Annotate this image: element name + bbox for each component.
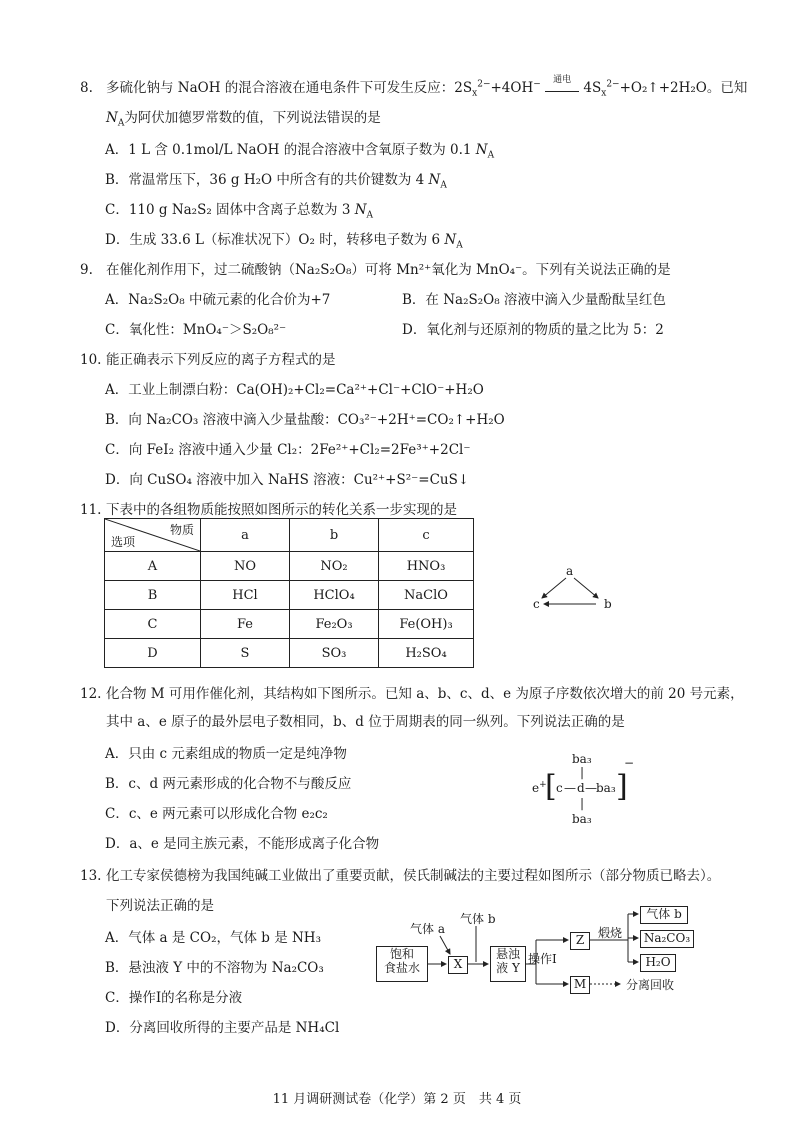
q8-stem-line2-text: 为阿伏加德罗常数的值，下列说法错误的是 xyxy=(124,110,381,126)
struct-ba3-top: ba₃ xyxy=(572,752,592,766)
bracket-right: ] xyxy=(616,769,628,804)
flow-recover-label: 分离回收 xyxy=(626,978,675,992)
table-cell: S xyxy=(201,639,290,668)
q13-stem-text: 化工专家侯德榜为我国纯碱工业做出了重要贡献，侯氏制碱法的主要过程如图所示（部分物质已略去）。 xyxy=(106,868,721,884)
q9-stem-text: 在催化剂作用下，过二硫酸钠（Na₂S₂O₈）可将 Mn²⁺氧化为 MnO₄⁻。下列有关说法正确的是 xyxy=(106,262,671,278)
question-number: 13. xyxy=(80,868,102,884)
q13-option-d: D．分离回收所得的主要产品是 NH₄Cl xyxy=(105,1020,340,1036)
flow-box-m: M xyxy=(570,976,590,994)
q8-eq-end: +O₂↑+2H₂O。已知 xyxy=(619,80,748,96)
flow-calcine-label: 煅烧 xyxy=(598,926,623,940)
q9-option-d: D．氧化剂与还原剂的物质的量之比为 5：2 xyxy=(402,322,664,338)
q12-stem-line2: 其中 a、e 原子的最外层电子数相同，b、d 位于周期表的同一纵列。下列说法正确的是 xyxy=(106,714,625,730)
bracket-left: [ xyxy=(545,769,557,804)
question-number: 12. xyxy=(80,686,102,702)
q13-flowchart xyxy=(372,900,702,1000)
header-cell: c xyxy=(379,519,474,552)
table-cell: NO xyxy=(201,552,290,581)
q8-option-b: B．常温常压下，36 g H₂O 中所含有的共价键数为 4 $N_A$ xyxy=(105,172,447,191)
q10-option-b: B．向 Na₂CO₃ 溶液中滴入少量盐酸：CO₃²⁻+2H⁺=CO₂↑+H₂O xyxy=(105,412,505,428)
question-number: 8. xyxy=(80,80,93,96)
bond: — xyxy=(585,781,597,795)
struct-c: c xyxy=(556,781,563,795)
q8-stem-line2: $N_A$为阿伏加德罗常数的值，下列说法错误的是 xyxy=(106,110,381,129)
q12-stem-text: 化合物 M 可用作催化剂，其结构如下图所示。已知 a、b、c、d、e 为原子序数依次增大的前 20 号元素， xyxy=(106,686,744,702)
q9-option-c: C．氧化性：MnO₄⁻＞S₂O₈²⁻ xyxy=(105,322,287,338)
table-cell: NO₂ xyxy=(290,552,379,581)
question-number: 11. xyxy=(80,502,102,518)
table-cell: C xyxy=(105,610,201,639)
q13-option-b: B．悬浊液 Y 中的不溶物为 Na₂CO₃ xyxy=(105,960,324,976)
bond-vertical: | xyxy=(580,796,585,810)
q12-structure xyxy=(532,752,635,834)
table-cell: B xyxy=(105,581,201,610)
q13-stem-line2: 下列说法正确的是 xyxy=(106,898,214,914)
q12-option-d: D．a、e 是同主族元素，不能形成离子化合物 xyxy=(105,836,380,852)
table-row xyxy=(105,639,474,668)
struct-ba3-bottom: ba₃ xyxy=(572,812,592,826)
question-number: 9. xyxy=(80,262,93,278)
q10-option-c: C．向 FeI₂ 溶液中通入少量 Cl₂：2Fe²⁺+Cl₂=2Fe³⁺+2Cl⁻ xyxy=(105,442,471,458)
tri-label-a: a xyxy=(566,564,574,578)
q13-option-c: C．操作Ⅰ的名称是分液 xyxy=(105,990,243,1006)
q8-option-d: D．生成 33.6 L（标准状况下）O₂ 时，转移电子数为 6 $N_A$ xyxy=(105,232,463,251)
table-cell: Fe(OH)₃ xyxy=(379,610,474,639)
flow-box-suspension-y: 悬浊 液 Y xyxy=(490,946,526,982)
q9-option-a: A．Na₂S₂O₈ 中硫元素的化合价为+7 xyxy=(105,292,331,308)
tri-label-c: c xyxy=(533,597,540,611)
q10-option-d: D．向 CuSO₄ 溶液中加入 NaHS 溶液：Cu²⁺+S²⁻=CuS↓ xyxy=(105,472,470,488)
table-cell: A xyxy=(105,552,201,581)
flow-box-h2o: H₂O xyxy=(640,954,676,972)
flow-box-brine: 饱和 食盐水 xyxy=(376,946,428,982)
q9-stem xyxy=(80,258,671,278)
q8-condition: 通电 xyxy=(553,75,572,85)
q9-option-b: B．在 Na₂S₂O₈ 溶液中滴入少量酚酞呈红色 xyxy=(402,292,666,308)
q8-option-c: C．110 g Na₂S₂ 固体中含离子总数为 3 $N_A$ xyxy=(105,202,374,221)
flow-gas-a-label: 气体 a xyxy=(410,922,445,936)
bond-vertical: | xyxy=(580,765,585,779)
struct-e: e+ xyxy=(532,780,547,795)
table-row xyxy=(105,552,474,581)
table-header-row xyxy=(105,519,474,552)
flow-gas-b-label: 气体 b xyxy=(460,912,496,926)
q13-option-a: A．气体 a 是 CO₂，气体 b 是 NH₃ xyxy=(105,930,321,946)
struct-d: d xyxy=(577,781,585,795)
table-row xyxy=(105,610,474,639)
header-cell: b xyxy=(290,519,379,552)
tri-label-b: b xyxy=(604,597,612,611)
table-cell: HClO₄ xyxy=(290,581,379,610)
header-diag-top: 物质 xyxy=(169,523,194,537)
q11-table xyxy=(104,518,474,668)
flow-operation-label: 操作Ⅰ xyxy=(528,952,557,966)
q12-option-b: B．c、d 两元素形成的化合物不与酸反应 xyxy=(105,776,352,792)
table-cell: Fe xyxy=(201,610,290,639)
q8-stem-text: 多硫化钠与 NaOH 的混合溶液在通电条件下可发生反应： xyxy=(106,80,455,96)
table-cell: NaClO xyxy=(379,581,474,610)
header-cell: a xyxy=(201,519,290,552)
flow-box-na2co3: Na₂CO₃ xyxy=(640,930,694,948)
q12-stem-line1 xyxy=(80,682,744,702)
q8-equation: $2S_x^{2-}+4OH^-$ 通电 $4S_x^{2-}+O_2↑+2H_2O$。已知 xyxy=(454,80,747,96)
q10-stem-text: 能正确表示下列反应的离子方程式的是 xyxy=(106,352,336,368)
q12-option-a: A．只由 c 元素组成的物质一定是纯净物 xyxy=(105,746,347,762)
struct-charge: − xyxy=(624,756,635,770)
question-number: 10. xyxy=(80,352,102,368)
q12-option-c: C．c、e 两元素可以形成化合物 e₂c₂ xyxy=(105,806,328,822)
flow-box-gas-b: 气体 b xyxy=(640,906,688,924)
table-cell: D xyxy=(105,639,201,668)
table-cell: HNO₃ xyxy=(379,552,474,581)
table-cell: SO₃ xyxy=(290,639,379,668)
q13-stem-line1 xyxy=(80,864,720,884)
q8-option-a: A．1 L 含 0.1mol/L NaOH 的混合溶液中含氧原子数为 0.1 $N_A$ xyxy=(105,142,495,161)
flow-box-z: Z xyxy=(570,932,590,950)
table-cell: Fe₂O₃ xyxy=(290,610,379,639)
header-diag-bottom: 选项 xyxy=(111,535,136,549)
diagonal-header-cell xyxy=(105,519,201,552)
q8-stem-line1 xyxy=(80,75,748,99)
struct-ba3-right: ba₃ xyxy=(596,781,616,795)
table-row xyxy=(105,581,474,610)
flow-box-x: X xyxy=(448,956,468,974)
table-cell: HCl xyxy=(201,581,290,610)
table-cell: H₂SO₄ xyxy=(379,639,474,668)
q11-stem xyxy=(80,498,457,518)
q10-stem xyxy=(80,348,336,368)
q10-option-a: A．工业上制漂白粉：Ca(OH)₂+Cl₂=Ca²⁺+Cl⁻+ClO⁻+H₂O xyxy=(105,382,484,398)
bond: — xyxy=(564,781,576,795)
page-footer: 11 月调研测试卷（化学）第 2 页 共 4 页 xyxy=(272,1092,522,1107)
q11-stem-text: 下表中的各组物质能按照如图所示的转化关系一步实现的是 xyxy=(106,502,457,518)
